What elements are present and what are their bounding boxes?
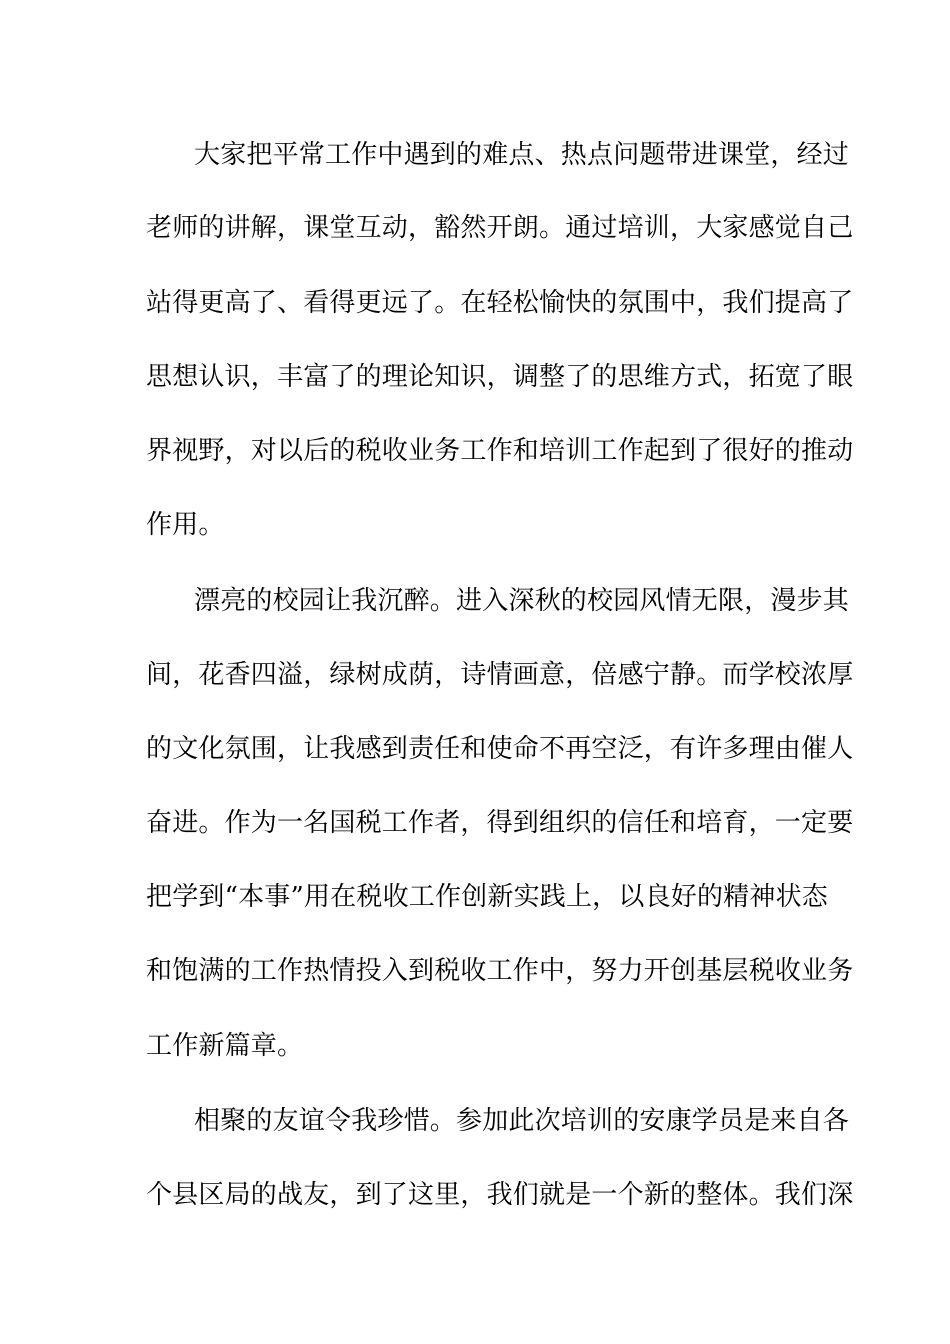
paragraph-2-line-3: 的文化氛围，让我感到责任和使命不再空泛，有许多理由催人 [146,734,854,764]
paragraph-2-line-6: 和饱满的工作热情投入到税收工作中，努力开创基层税收业务 [146,956,854,986]
paragraph-1-line-4: 思想认识，丰富了的理论知识，调整了的思维方式，拓宽了眼 [146,362,854,392]
paragraph-1-line-5: 界视野，对以后的税收业务工作和培训工作起到了很好的推动 [146,436,854,466]
paragraph-2-line-4: 奋进。作为一名国税工作者，得到组织的信任和培育，一定要 [146,808,854,838]
paragraph-2-line-2: 间，花香四溢，绿树成荫，诗情画意，倍感宁静。而学校浓厚 [146,660,854,690]
paragraph-3-line-1: 相聚的友谊令我珍惜。参加此次培训的安康学员是来自各 [194,1106,850,1136]
paragraph-2-line-1: 漂亮的校园让我沉醉。进入深秋的校园风情无限，漫步其 [194,586,850,616]
paragraph-2-line-5: 把学到“本事”用在税收工作创新实践上，以良好的精神状态 [146,882,828,912]
paragraph-1-line-3: 站得更高了、看得更远了。在轻松愉快的氛围中，我们提高了 [146,288,854,318]
paragraph-2-line-7: 工作新篇章。 [146,1031,304,1061]
paragraph-1-line-6: 作用。 [146,510,225,540]
paragraph-1-line-1: 大家把平常工作中遇到的难点、热点问题带进课堂，经过 [194,140,850,170]
paragraph-3-line-2: 个县区局的战友，到了这里，我们就是一个新的整体。我们深 [146,1180,854,1210]
paragraph-1-line-2: 老师的讲解，课堂互动，豁然开朗。通过培训，大家感觉自己 [146,213,854,243]
